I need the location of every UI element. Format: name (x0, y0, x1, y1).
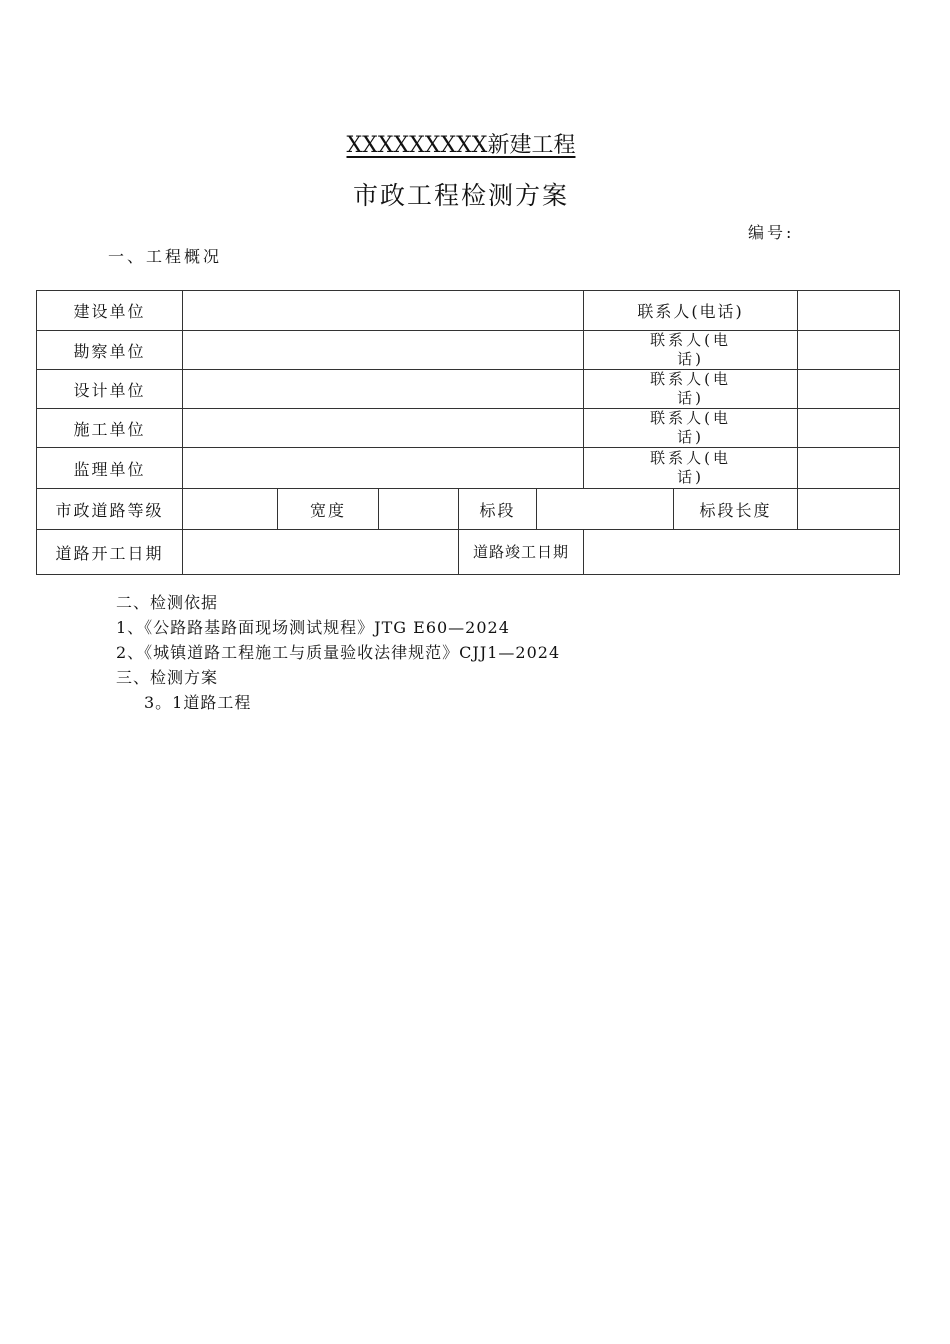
body-text (116, 590, 560, 715)
unit-label: 施工单位 (37, 409, 183, 448)
document-title: 市政工程检测方案 (352, 181, 569, 210)
width-value-cell[interactable] (379, 489, 459, 530)
table-row (37, 489, 900, 530)
unit-label: 建设单位 (37, 291, 183, 331)
width-label: 宽度 (278, 489, 379, 530)
section-value-cell[interactable] (537, 489, 674, 530)
section-length-label: 标段长度 (674, 489, 798, 530)
contact-value-cell[interactable] (798, 370, 900, 409)
reference-item: 1、《公路路基路面现场测试规程》JTG E60—2024 (116, 618, 510, 637)
subsection-heading: 3。1道路工程 (144, 693, 252, 712)
end-date-value-cell[interactable] (584, 530, 900, 575)
section-length-value-cell[interactable] (798, 489, 900, 530)
table-row (37, 409, 900, 448)
section1-heading: 一、工程概况 (108, 247, 223, 266)
start-date-label: 道路开工日期 (37, 530, 183, 575)
section3-heading: 三、检测方案 (116, 668, 219, 687)
road-grade-label: 市政道路等级 (37, 489, 183, 530)
section-label: 标段 (459, 489, 537, 530)
section2-heading: 二、检测依据 (116, 593, 219, 612)
table-row (37, 448, 900, 489)
end-date-label: 道路竣工日期 (459, 530, 584, 575)
start-date-value-cell[interactable] (183, 530, 459, 575)
contact-value-cell[interactable] (798, 331, 900, 370)
contact-label: 联系人(电话) (584, 448, 798, 489)
project-title-suffix: 新建工程 (487, 133, 576, 158)
unit-label: 勘察单位 (37, 331, 183, 370)
project-overview-table (36, 290, 900, 575)
contact-value-cell[interactable] (798, 409, 900, 448)
contact-label: 联系人(电话) (584, 331, 798, 370)
table-row (37, 331, 900, 370)
contact-label: 联系人(电话) (584, 370, 798, 409)
unit-value-cell[interactable] (183, 331, 584, 370)
project-title (0, 128, 922, 159)
contact-value-cell[interactable] (798, 291, 900, 331)
contact-value-cell[interactable] (798, 448, 900, 489)
road-grade-value-cell[interactable] (183, 489, 278, 530)
unit-value-cell[interactable] (183, 448, 584, 489)
unit-value-cell[interactable] (183, 291, 584, 331)
project-title-prefix: XXXXXXXXX (346, 133, 488, 158)
unit-value-cell[interactable] (183, 370, 584, 409)
unit-label: 监理单位 (37, 448, 183, 489)
reference-item: 2、《城镇道路工程施工与质量验收法律规范》CJJ1—2024 (116, 643, 561, 662)
table-row (37, 291, 900, 331)
contact-label: 联系人(电话) (584, 409, 798, 448)
unit-value-cell[interactable] (183, 409, 584, 448)
table-row (37, 370, 900, 409)
contact-label: 联系人(电话) (584, 291, 798, 331)
document-code-label: 编号: (748, 223, 795, 242)
table-row (37, 530, 900, 575)
unit-label: 设计单位 (37, 370, 183, 409)
